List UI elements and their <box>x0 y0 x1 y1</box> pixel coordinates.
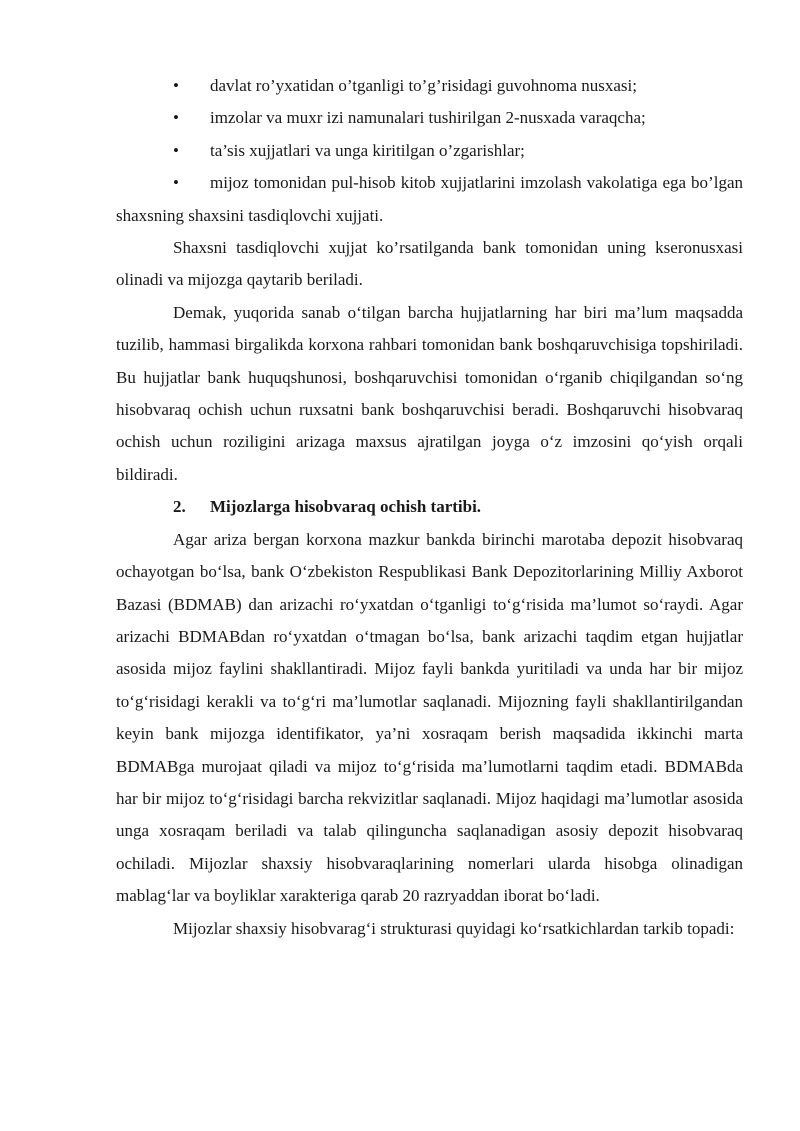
list-item-text: davlat ro’yxatidan o’tganligi to’g’risidagi guvohnoma nusxasi; <box>210 76 637 95</box>
paragraph: Demak, yuqorida sanab o‘tilgan barcha hujjatlarning har biri ma’lum maqsadda tuzilib, hammasi birgalikda korxona rahbari tomonidan bank boshqaruvchisiga topshiriladi. Bu hujjatlar bank huquqshunosi, boshqaruvchisi tomonidan o‘rganib chiqilgandan so‘ng hisobvaraq ochish uchun ruxsatni bank boshqaruvchisi beradi. Boshqaruvchi hisobvaraq ochish uchun roziligini arizaga maxsus ajratilgan joyga o‘z imzosini qo‘yish orqali bildiradi. <box>116 302 743 484</box>
list-item <box>116 135 743 167</box>
bullet-icon: • <box>173 140 179 160</box>
paragraph: Shaxsni tasdiqlovchi xujjat ko’rsatilganda bank tomonidan uning kseronusxasi olinadi va mijozga qaytarib beriladi. <box>116 238 743 290</box>
list-item <box>116 167 743 232</box>
document-page <box>116 70 743 945</box>
list-item <box>116 102 743 134</box>
bullet-icon: • <box>173 108 179 128</box>
section-heading <box>116 491 743 523</box>
list-item-text: ta’sis xujjatlari va unga kiritilgan o’zgarishlar; <box>210 140 525 160</box>
paragraph: Mijozlar shaxsiy hisobvarag‘i strukturasi quyidagi ko‘rsatkichlardan tarkib topadi: <box>173 918 735 938</box>
bullet-icon: • <box>173 76 179 95</box>
section-number: 2. <box>173 497 186 517</box>
list-item-text: mijoz tomonidan pul-hisob kitob xujjatlarini imzolash vakolatiga ega bo’lgan shaxsning shaxsini tasdiqlovchi xujjati. <box>116 173 743 225</box>
list-item-text: imzolar va muxr izi namunalari tushirilgan 2-nusxada varaqcha; <box>210 108 646 128</box>
list-item <box>116 70 743 102</box>
paragraph: Agar ariza bergan korxona mazkur bankda birinchi marotaba depozit hisobvaraq ochayotgan bo‘lsa, bank O‘zbekiston Respublikasi Bank Depozitorlarining Milliy Axborot Bazasi (BDMAB) dan arizachi ro‘yxatdan o‘tganligi to‘g‘risida ma’lumot so‘raydi. Agar arizachi BDMABdan ro‘yxatdan o‘tmagan bo‘lsa, bank arizachi taqdim etgan hujjatlar asosida mijoz faylini shakllantiradi. Mijoz fayli bankda yuritiladi va unda har bir mijoz to‘g‘risidagi kerakli va to‘g‘ri ma’lumotlar saqlanadi. Mijozning fayli shakllantirilgandan keyin bank mijozga identifikator, ya’ni xosraqam berish maqsadida ikkinchi marta BDMABga murojaat qiladi va mijoz to‘g‘risida ma’lumotlarni taqdim etadi. BDMABda har bir mijoz to‘g‘risidagi barcha rekvizitlar saqlanadi. Mijoz haqidagi ma’lumotlar asosida unga xosraqam beriladi va talab qilinguncha saqlanadigan asosiy depozit hisobvaraq ochiladi. Mijozlar shaxsiy hisobvaraqlarining nomerlari ularda hisobga olinadigan mablag‘lar va boyliklar xarakteriga qarab 20 razryaddan iborat bo‘ladi. <box>116 529 743 906</box>
section-title: Mijozlarga hisobvaraq ochish tartibi. <box>210 497 482 517</box>
bullet-icon: • <box>173 173 179 193</box>
